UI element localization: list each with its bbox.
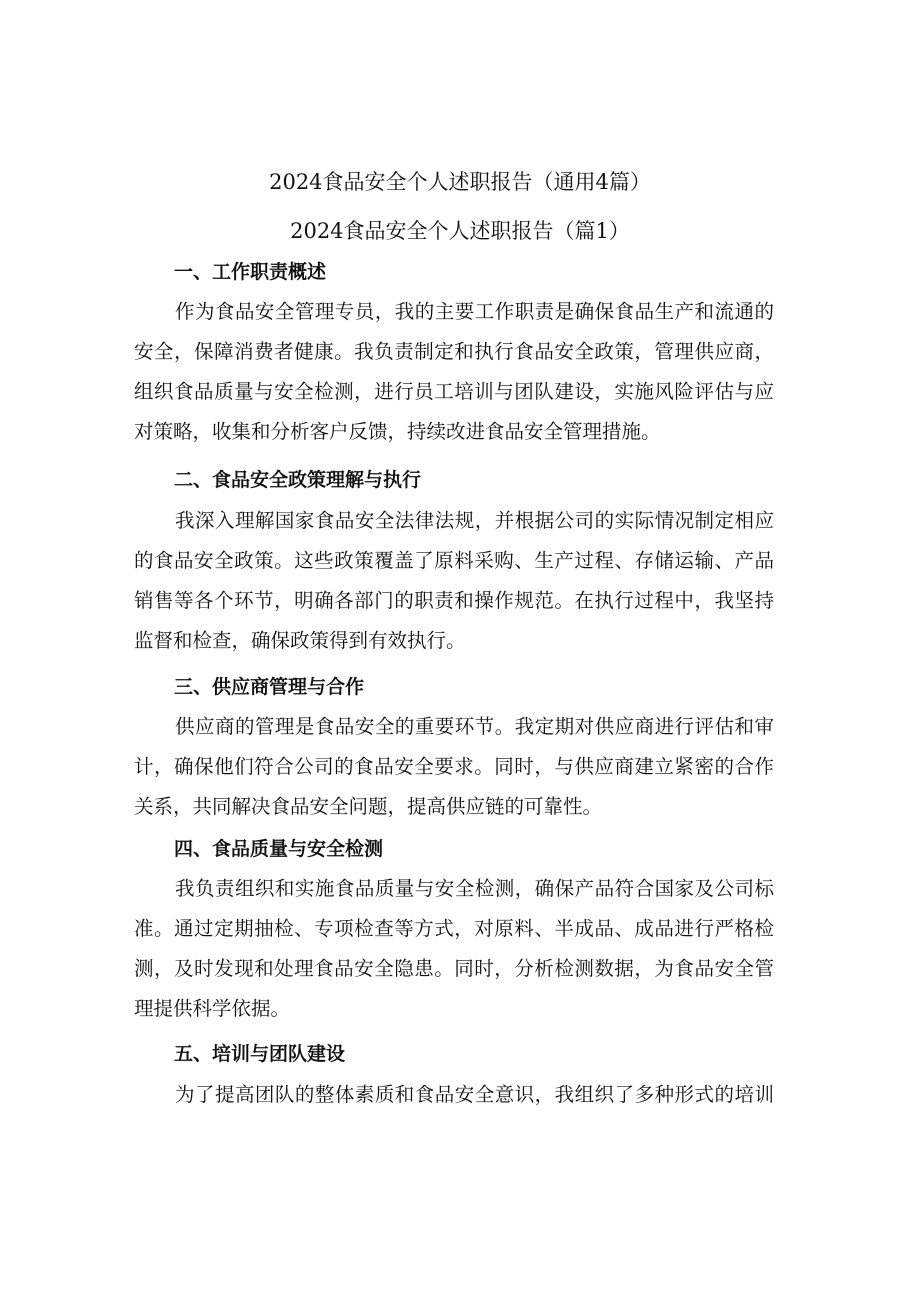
paragraph-line: 销售等各个环节，明确各部门的职责和操作规范。在执行过程中，我坚持 (134, 589, 774, 612)
section-body-3 (134, 714, 774, 834)
paragraph-line: 的食品安全政策。这些政策覆盖了原料采购、生产过程、存储运输、产品 (134, 549, 774, 572)
paragraph-line: 对策略，收集和分析客户反馈，持续改进食品安全管理措施。 (134, 420, 661, 443)
paragraph-line: 关系，共同解决食品安全问题，提高供应链的可靠性。 (134, 795, 603, 818)
section-heading-5: 五、培训与团队建设 (174, 1043, 346, 1065)
section-heading-1: 一、工作职责概述 (174, 261, 327, 283)
paragraph-line: 供应商的管理是食品安全的重要环节。我定期对供应商进行评估和审 (175, 715, 774, 738)
paragraph-line: 测，及时发现和处理食品安全隐患。同时，分析检测数据，为食品安全管 (134, 957, 774, 980)
paragraph-line: 安全，保障消费者健康。我负责制定和执行食品安全政策，管理供应商， (134, 340, 774, 363)
section-heading-2: 二、食品安全政策理解与执行 (174, 469, 422, 491)
paragraph-line: 监督和检查，确保政策得到有效执行。 (134, 629, 466, 652)
document-subtitle: 2024食品安全个人述职报告（篇1） (290, 219, 630, 243)
paragraph-line: 理提供科学依据。 (134, 997, 291, 1020)
paragraph-line: 为了提高团队的整体素质和食品安全意识，我组织了多种形式的培训 (175, 1083, 774, 1106)
paragraph-line: 我负责组织和实施食品质量与安全检测，确保产品符合国家及公司标 (175, 877, 774, 900)
paragraph-line: 我深入理解国家食品安全法律法规，并根据公司的实际情况制定相应 (175, 509, 774, 532)
paragraph-line: 作为食品安全管理专员，我的主要工作职责是确保食品生产和流通的 (175, 300, 774, 323)
paragraph-line: 计，确保他们符合公司的食品安全要求。同时，与供应商建立紧密的合作 (134, 755, 774, 778)
section-heading-3: 三、供应商管理与合作 (174, 676, 365, 698)
section-body-4 (134, 876, 774, 1036)
document-title: 2024食品安全个人述职报告（通用4篇） (269, 170, 651, 194)
paragraph-line: 组织食品质量与安全检测，进行员工培训与团队建设，实施风险评估与应 (134, 380, 774, 403)
section-body-5 (134, 1082, 774, 1122)
section-body-2 (134, 508, 774, 668)
paragraph-line: 准。通过定期抽检、专项检查等方式，对原料、半成品、成品进行严格检 (134, 917, 774, 940)
section-heading-4: 四、食品质量与安全检测 (174, 838, 384, 860)
section-body-1 (134, 299, 774, 459)
